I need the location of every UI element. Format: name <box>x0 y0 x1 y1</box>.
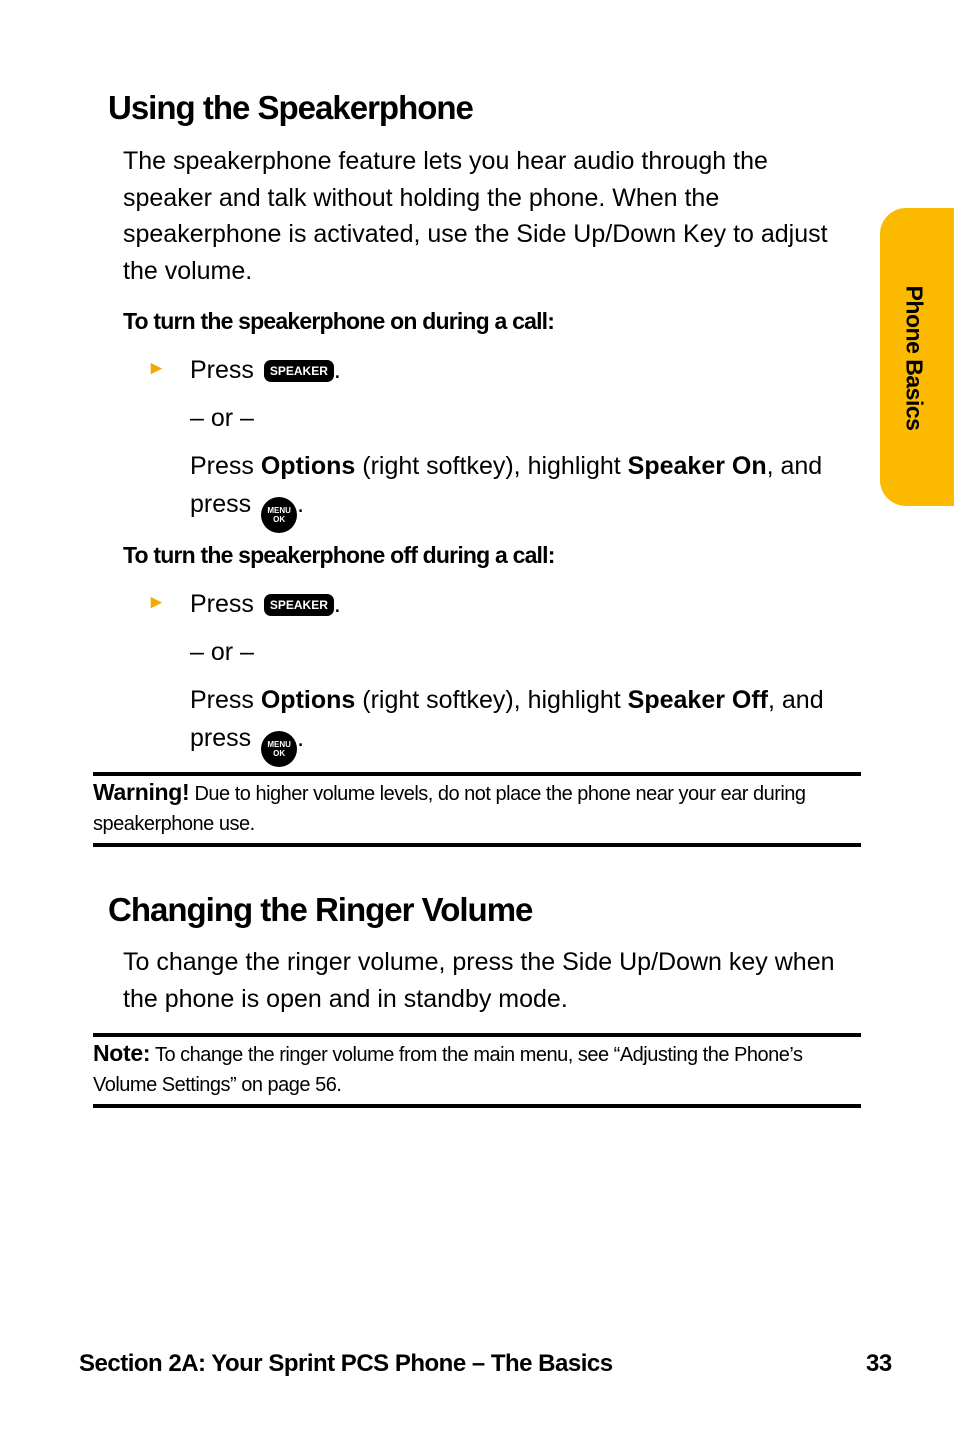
ringer-intro: To change the ringer volume, press the Side Up/Down key when the phone is open and in standby mode. <box>123 948 835 1013</box>
step-text: Press <box>190 590 254 618</box>
speaker-key-icon: SPEAKER <box>264 594 334 616</box>
page-number: 33 <box>866 1350 892 1377</box>
step-text: . <box>297 490 305 518</box>
options-label: Options <box>260 686 356 714</box>
turn-off-heading: To turn the speakerphone off during a call: <box>123 542 555 568</box>
step-text: . <box>333 356 341 384</box>
step-text: Press <box>190 356 254 384</box>
menu-ok-key-icon: MENU OK <box>261 731 297 767</box>
step-text: (right softkey), highlight <box>362 686 621 714</box>
turn-on-step-alt <box>190 447 870 533</box>
step-text: . <box>297 724 305 752</box>
note-callout <box>93 1038 863 1100</box>
divider <box>93 772 861 776</box>
speakerphone-intro: The speakerphone feature lets you hear audio through the speaker and talk without holding the phone. When the speakerphone is activated, use the Side Up/Down Key to adjust the volume. <box>123 147 828 285</box>
speaker-key-icon: SPEAKER <box>264 360 334 382</box>
warning-label: Warning! <box>93 779 190 805</box>
bullet-arrow-icon: ► <box>147 358 166 379</box>
step-text: press <box>190 490 252 518</box>
turn-on-step-1 <box>190 351 870 389</box>
turn-on-heading: To turn the speakerphone on during a call: <box>123 308 555 334</box>
ringer-title: Changing the Ringer Volume <box>108 891 533 928</box>
turn-off-step-alt <box>190 681 870 767</box>
warning-text: Due to higher volume levels, do not place the phone near your ear during speakerphone use. <box>93 783 806 835</box>
turn-off-or: – or – <box>190 638 254 666</box>
footer-section: Section 2A: Your Sprint PCS Phone – The Basics <box>79 1350 613 1377</box>
speakerphone-title: Using the Speakerphone <box>108 89 473 126</box>
speaker-off-label: Speaker Off <box>627 686 768 714</box>
step-text: , and <box>766 452 823 480</box>
divider <box>93 843 861 847</box>
turn-off-step-1 <box>190 585 870 623</box>
step-text: Press <box>190 452 254 480</box>
divider <box>93 1033 861 1037</box>
note-text: To change the ringer volume from the main menu, see “Adjusting the Phone’s Volume Settings” on page 56. <box>93 1044 803 1096</box>
turn-on-or: – or – <box>190 404 254 432</box>
section-tab-label: Phone Basics <box>901 285 928 431</box>
step-text: . <box>333 590 341 618</box>
step-text: , and <box>768 686 824 714</box>
note-label: Note: <box>93 1040 151 1066</box>
step-text: Press <box>190 686 254 714</box>
menu-ok-key-icon: MENU OK <box>261 497 297 533</box>
options-label: Options <box>260 452 356 480</box>
speaker-on-label: Speaker On <box>627 452 767 480</box>
step-text: press <box>190 724 252 752</box>
step-text: (right softkey), highlight <box>362 452 621 480</box>
divider <box>93 1104 861 1108</box>
bullet-arrow-icon: ► <box>147 592 166 613</box>
warning-callout <box>93 777 863 839</box>
section-tab <box>880 208 954 506</box>
